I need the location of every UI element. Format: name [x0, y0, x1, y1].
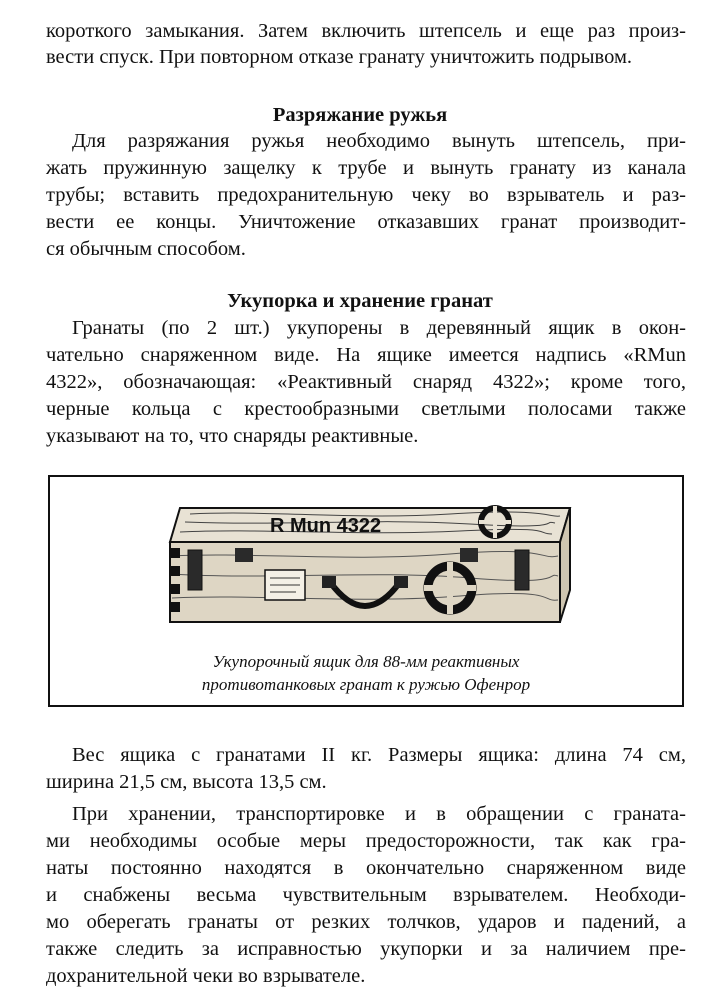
paragraph-line: ми необходимы особые меры предосторожности, так как гра- — [46, 830, 686, 852]
box-stencil-marking: R Mun 4322 — [270, 515, 382, 537]
paragraph-line: Для разряжания ружья необходимо вынуть штепсель, при- — [72, 130, 686, 152]
section-heading-packing: Укупорка и хранение гранат — [227, 290, 493, 312]
ring-marking — [424, 562, 476, 614]
paragraph-line: ширина 21,5 см, высота 13,5 см. — [46, 771, 327, 793]
paragraph-line: 4322», обозначающая: «Реактивный снаряд 4322»; кроме того, — [46, 371, 686, 393]
paragraph-line: наты постоянно находятся в окончательно снаряженном виде — [46, 857, 686, 879]
paragraph-line: ся обычным способом. — [46, 238, 246, 260]
paragraph-line: чательно снаряженном виде. На ящике имеется надпись «RMun — [46, 344, 686, 366]
ammunition-box-illustration — [150, 490, 590, 640]
paragraph-line: трубы; вставить предохранительную чеку во взрыватель и раз- — [46, 184, 686, 206]
paragraph-line: жать пружинную защелку к трубе и вынуть гранату из канала — [46, 157, 686, 179]
paragraph-line: и снабжены весьма чувствительным взрывателем. Необходи- — [46, 884, 686, 906]
paragraph-line: дохранительной чеки во взрывателе. — [46, 965, 366, 987]
ring-marking — [479, 506, 511, 538]
paragraph-line: черные кольца с крестообразными светлыми полосами также — [46, 398, 686, 420]
paragraph-line: короткого замыкания. Затем включить штепсель и еще раз произ- — [46, 20, 686, 42]
paragraph-line: вести спуск. При повторном отказе гранату уничтожить подрывом. — [46, 46, 633, 68]
paragraph-line: При хранении, транспортировке и в обращении с граната- — [72, 803, 686, 825]
paragraph-line: Гранаты (по 2 шт.) укупорены в деревянный ящик в окон- — [72, 317, 686, 339]
figure-caption-line: Укупорочный ящик для 88-мм реактивных — [212, 652, 520, 671]
section-heading-unloading: Разряжание ружья — [272, 104, 448, 126]
paragraph-line: указывают на то, что снаряды реактивные. — [46, 425, 419, 447]
paragraph-line: Вес ящика с гранатами II кг. Размеры ящика: длина 74 см, — [72, 744, 686, 766]
paragraph-line: мо оберегать гранаты от резких толчков, ударов и падений, а — [46, 911, 686, 933]
paragraph-line: вести ее концы. Уничтожение отказавших гранат производит- — [46, 211, 686, 233]
paragraph-line: также следить за исправностью укупорки и за наличием пре- — [46, 938, 686, 960]
figure-caption-line: противотанковых гранат к ружью Офенрор — [201, 675, 531, 694]
